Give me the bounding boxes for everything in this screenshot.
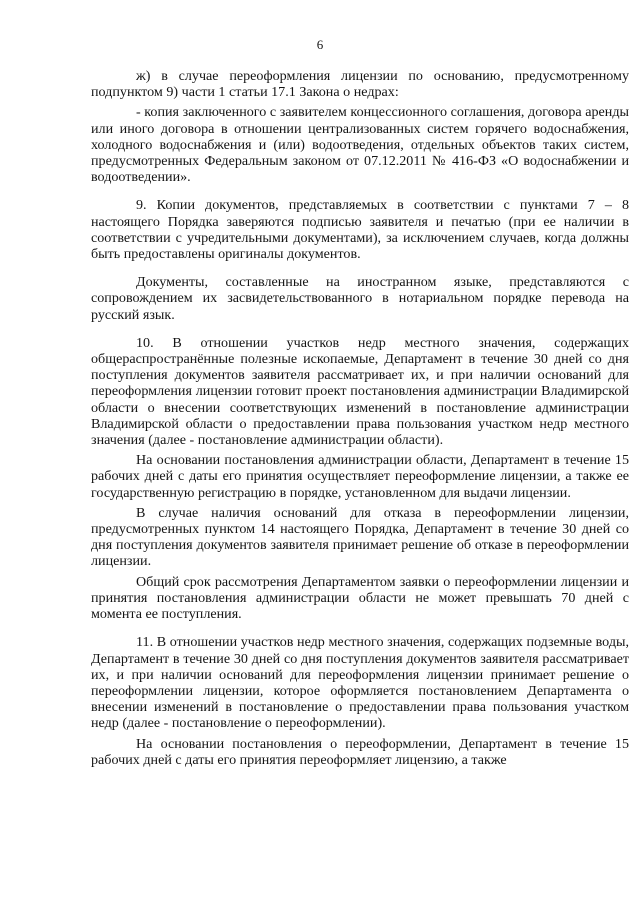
- paragraph-total-term: Общий срок рассмотрения Департаментом заявки о переоформлении лицензии и принятия постановления администрации области не может превышать 70 дней с момента ее поступления.: [91, 573, 629, 623]
- paragraph-item-10: 10. В отношении участков недр местного значения, содержащих общераспространённые полезные ископаемые, Департамент в течение 30 дней со дня поступления документов заявителя рассматривает их, и при наличии оснований для переоформления лицензии готовит проект постановления администрации Владимирской области о внесении соответствующих изменений в постановление администрации Владимирской области о предоставлении права пользования участком недр местного значения (далее - постановление администрации области).: [91, 334, 629, 449]
- paragraph-concession-copy: - копия заключенного с заявителем концессионного соглашения, договора аренды или иного договора в отношении централизованных систем горячего водоснабжения, холодного водоснабжения и (или) водоотведения, отдельных объектов таких систем, предусмотренных Федеральным законом от 07.12.2011 № 416-ФЗ «О водоснабжении и водоотведении».: [91, 104, 629, 186]
- paragraph-reissue-decree: На основании постановления о переоформлении, Департамент в течение 15 рабочих дней с даты его принятия переоформляет лицензию, а также: [91, 735, 629, 768]
- paragraph-item-9: 9. Копии документов, представляемых в соответствии с пунктами 7 – 8 настоящего Порядка заверяются подписью заявителя и печатью (при ее наличии в соответствии с учредительными документами), за исключением случаев, когда должны быть предоставлены оригиналы документов.: [91, 197, 629, 263]
- paragraph-reissue-registration: На основании постановления администрации области, Департамент в течение 15 рабочих дней с даты его принятия осуществляет переоформление лицензии, а также ее государственную регистрацию в порядке, установленном для выдачи лицензии.: [91, 452, 629, 501]
- paragraph-item-11: 11. В отношении участков недр местного значения, содержащих подземные воды, Департамент в течение 30 дней со дня поступления документов заявителя рассматривает их, и при наличии оснований для переоформления лицензии принимает решение о переоформлении лицензии, которое оформляется постановлением Департамента о внесении изменений в постановление о предоставлении права пользования участком недр (далее - постановление о переоформлении).: [91, 634, 629, 732]
- paragraph-refusal: В случае наличия оснований для отказа в переоформлении лицензии, предусмотренных пунктом 14 настоящего Порядка, Департамент в течение 30 дней со дня поступления документов заявителя принимает решение об отказе в переоформлении лицензии.: [91, 504, 629, 570]
- paragraph-foreign-docs: Документы, составленные на иностранном языке, представляются с сопровождением их засвидетельствованного в нотариальном порядке перевода на русский язык.: [91, 274, 629, 323]
- document-body: [91, 68, 629, 768]
- paragraph-clause-zh: ж) в случае переоформления лицензии по основанию, предусмотренному подпунктом 9) части 1 статьи 17.1 Закона о недрах:: [91, 68, 629, 101]
- page-number: 6: [316, 37, 324, 52]
